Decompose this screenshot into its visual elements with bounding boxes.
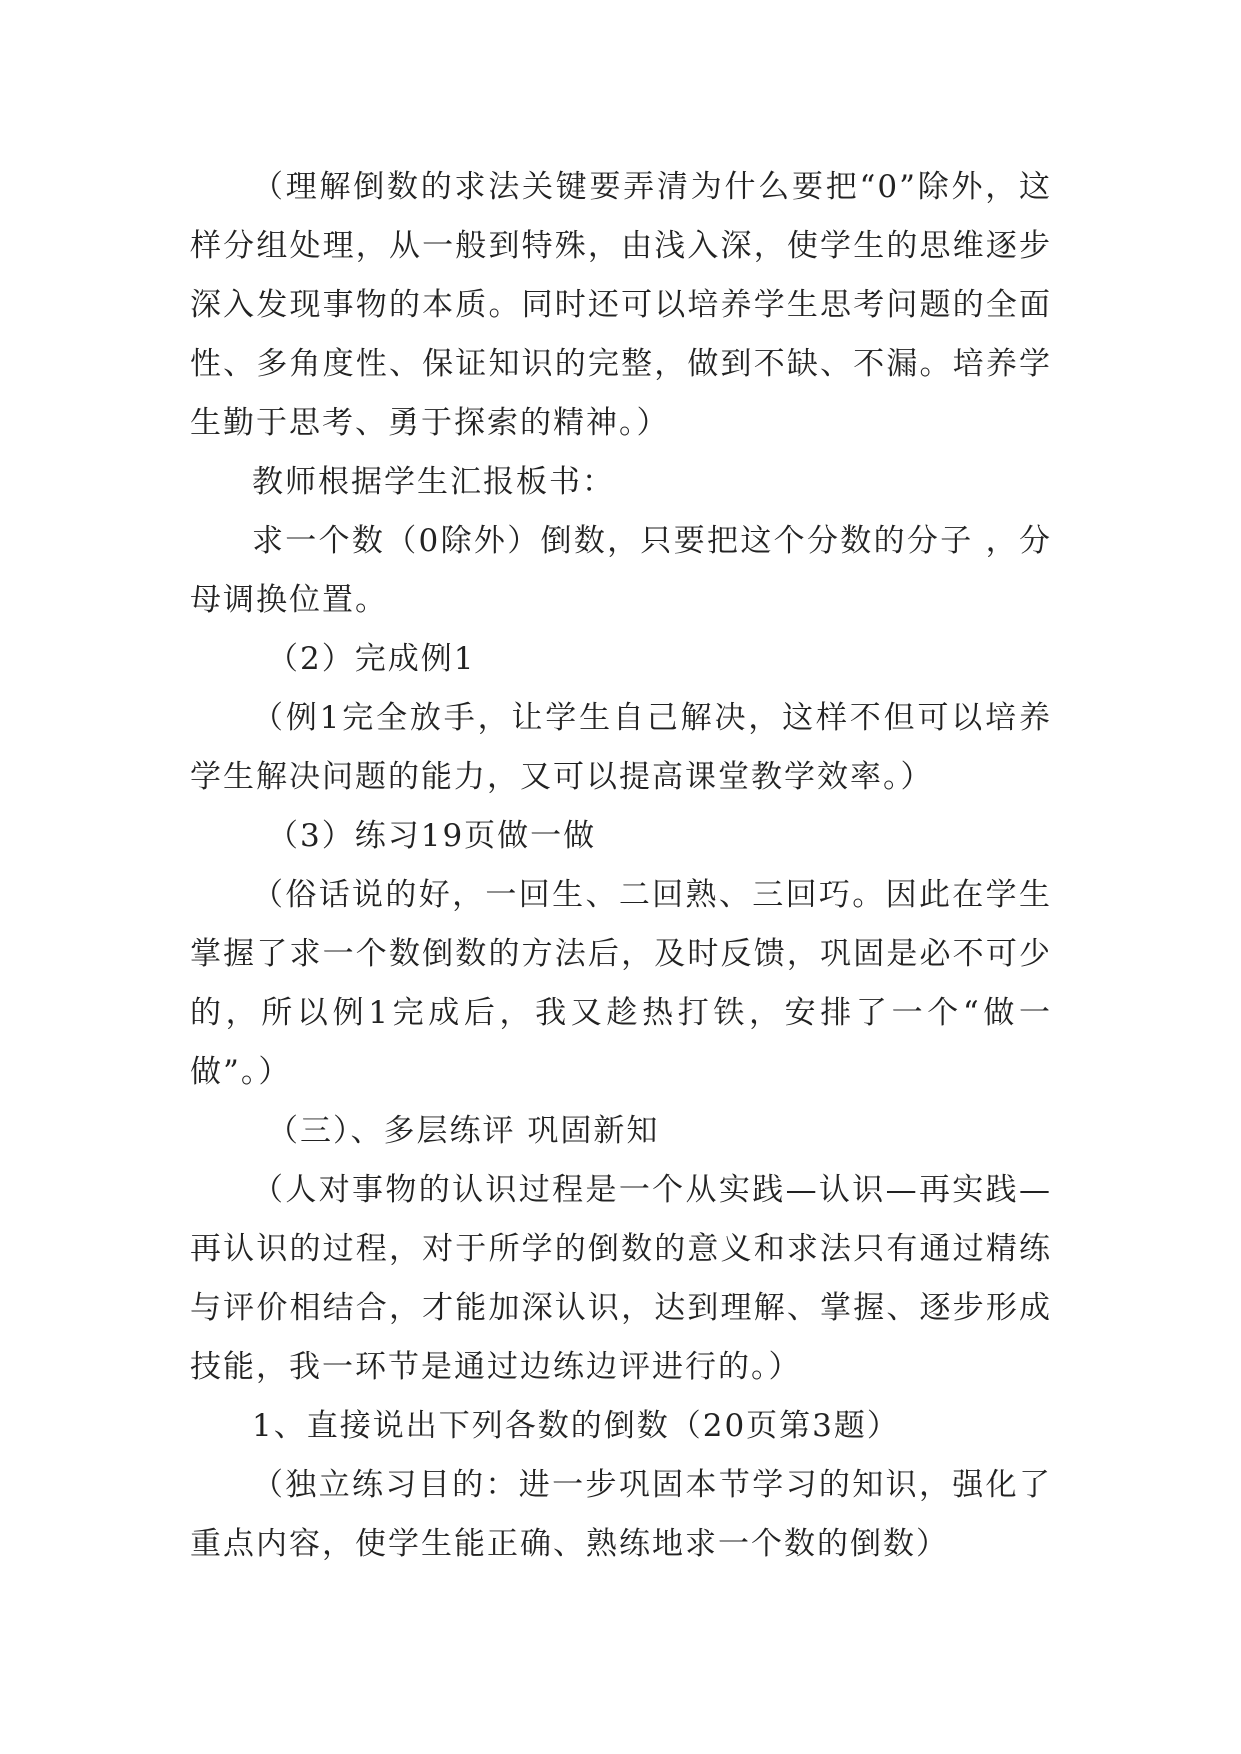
paragraph-cognition-note: （人对事物的认识过程是一个从实践—认识—再实践—再认识的过程，对于所学的倒数的意义和求法只有通过精练与评价相结合，才能加深认识，达到理解、掌握、逐步形成技能，我一环节是通过边练边评进行的。） [190,1172,1052,1385]
paragraph-example-1-note: （例1完全放手，让学生自己解决，这样不但可以培养学生解决问题的能力，又可以提高课堂教学效率。） [190,700,1052,795]
paragraph-reciprocal-rule: 求一个数（0除外）倒数，只要把这个分数的分子 ，分母调换位置。 [190,523,1052,618]
document-body [190,158,1052,1574]
paragraph-board-writing-intro: 教师根据学生汇报板书： [252,464,615,500]
paragraph-step-2: （2）完成例1 [267,641,476,677]
paragraph-exercise-purpose: （独立练习目的：进一步巩固本节学习的知识，强化了重点内容，使学生能正确、熟练地求一个数的倒数） [190,1467,1052,1562]
paragraph-exercise-1: 1、直接说出下列各数的倒数（20页第3题） [252,1408,900,1444]
paragraph-step-3: （3）练习19页做一做 [267,818,597,854]
paragraph-practice-note: （俗话说的好，一回生、二回熟、三回巧。因此在学生掌握了求一个数倒数的方法后，及时反馈，巩固是必不可少的，所以例1完成后，我又趁热打铁，安排了一个“做一做”。） [190,877,1052,1090]
paragraph-reciprocal-rationale: （理解倒数的求法关键要弄清为什么要把“0”除外，这样分组处理，从一般到特殊，由浅入深，使学生的思维逐步深入发现事物的本质。同时还可以培养学生思考问题的全面性、多角度性、保证知识的完整，做到不缺、不漏。培养学生勤于思考、勇于探索的精神。） [190,169,1052,441]
section-heading-3: （三）、多层练评 巩固新知 [267,1113,660,1149]
